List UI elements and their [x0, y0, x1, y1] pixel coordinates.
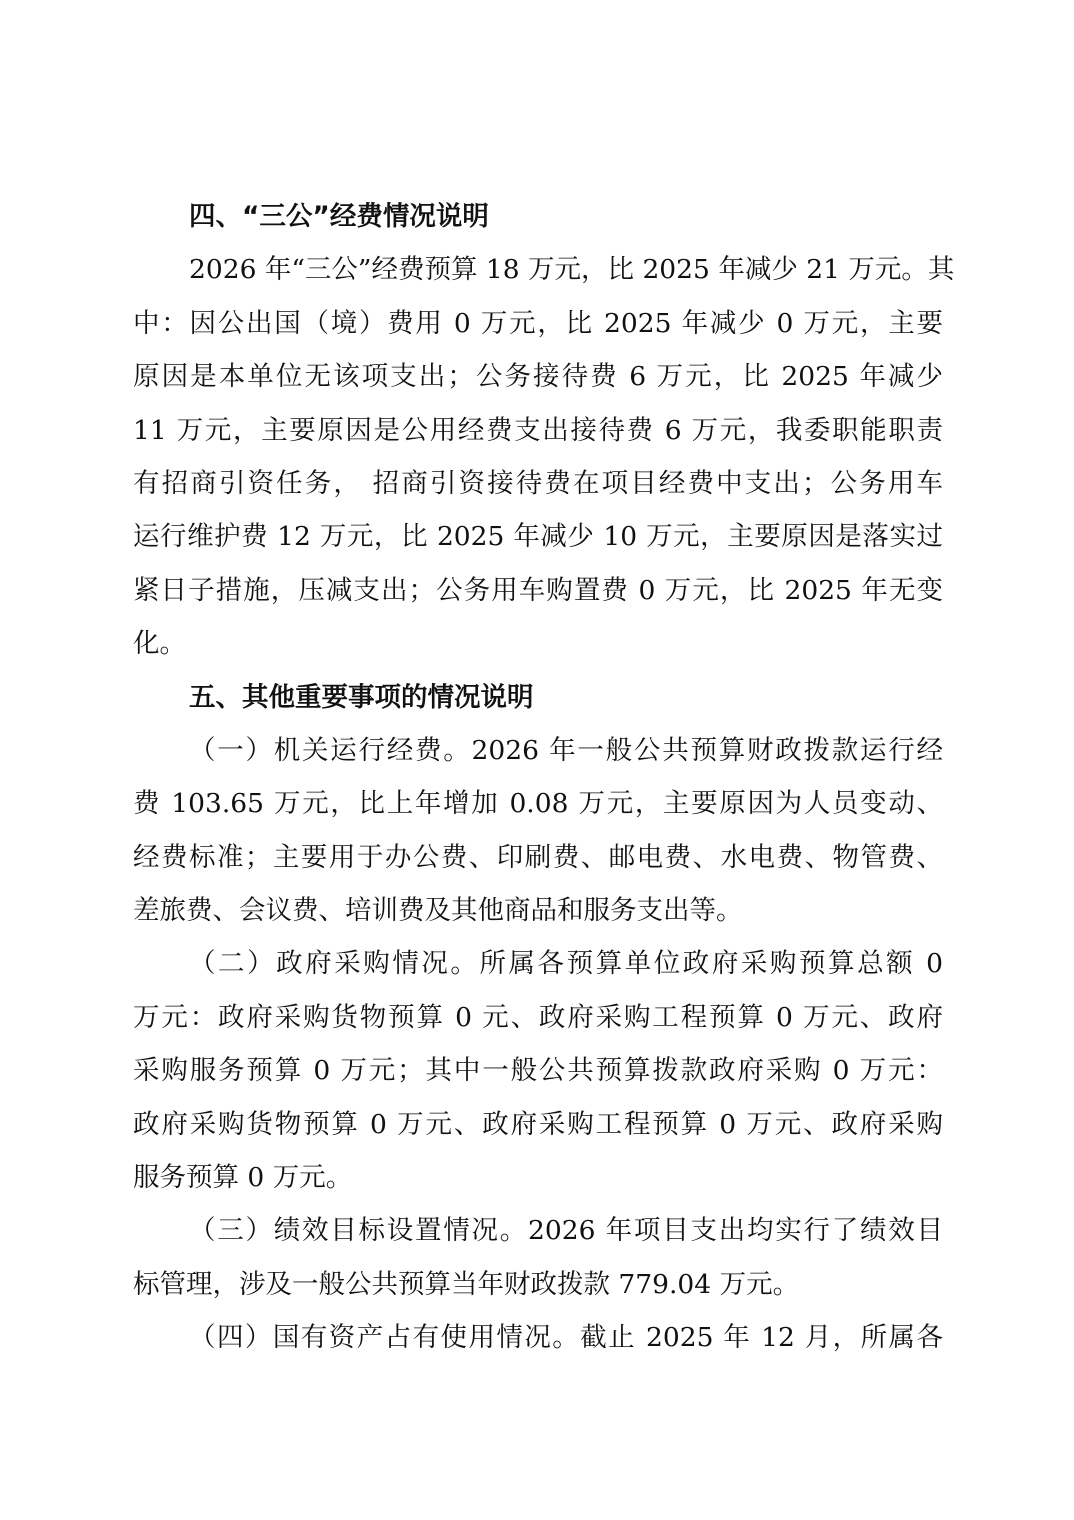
paragraph-line: 采购服务预算 0 万元；其中一般公共预算拨款政府采购 0 万元： — [133, 1055, 943, 1087]
section-5-item-4-paragraph — [133, 1311, 943, 1364]
section-4-paragraph — [133, 243, 955, 670]
paragraph-line: 万元：政府采购货物预算 0 元、政府采购工程预算 0 万元、政府 — [133, 1001, 943, 1033]
document-body — [133, 190, 955, 1365]
paragraph-line: （三）绩效目标设置情况。2026 年项目支出均实行了绩效目 — [189, 1215, 943, 1247]
paragraph-line: 11 万元，主要原因是公用经费支出接待费 6 万元，我委职能职责 — [133, 414, 943, 446]
paragraph-line: 政府采购货物预算 0 万元、政府采购工程预算 0 万元、政府采购 — [133, 1108, 943, 1140]
paragraph-line: 紧日子措施，压减支出；公务用车购置费 0 万元，比 2025 年无变 — [133, 574, 943, 606]
paragraph-line: 原因是本单位无该项支出；公务接待费 6 万元，比 2025 年减少 — [133, 361, 943, 393]
paragraph-line: 2026 年“三公”经费预算 18 万元，比 2025 年减少 21 万元。其 — [189, 254, 955, 286]
paragraph-line: 运行维护费 12 万元，比 2025 年减少 10 万元，主要原因是落实过 — [133, 521, 943, 553]
paragraph-line: （二）政府采购情况。所属各预算单位政府采购预算总额 0 — [189, 948, 943, 980]
paragraph-line: 化。 — [133, 628, 186, 660]
paragraph-line: 差旅费、会议费、培训费及其他商品和服务支出等。 — [133, 895, 743, 927]
section-5-heading: 五、其他重要事项的情况说明 — [189, 681, 534, 713]
section-5-item-1-paragraph — [133, 724, 943, 938]
paragraph-line: 有招商引资任务， 招商引资接待费在项目经费中支出；公务用车 — [133, 467, 943, 499]
section-5-item-2-paragraph — [133, 937, 943, 1204]
section-5-item-3-paragraph — [133, 1204, 943, 1311]
paragraph-line: 服务预算 0 万元。 — [133, 1162, 353, 1194]
section-4-heading: 四、“三公”经费情况说明 — [189, 201, 489, 232]
paragraph-line: 费 103.65 万元，比上年增加 0.08 万元，主要原因为人员变动、 — [133, 788, 943, 820]
paragraph-line: （四）国有资产占有使用情况。截止 2025 年 12 月，所属各 — [189, 1322, 943, 1354]
paragraph-line: 标管理，涉及一般公共预算当年财政拨款 779.04 万元。 — [133, 1268, 800, 1300]
paragraph-line: 中：因公出国（境）费用 0 万元，比 2025 年减少 0 万元，主要 — [133, 307, 943, 339]
paragraph-line: （一）机关运行经费。2026 年一般公共预算财政拨款运行经 — [189, 734, 943, 766]
paragraph-line: 经费标准；主要用于办公费、印刷费、邮电费、水电费、物管费、 — [133, 841, 943, 873]
